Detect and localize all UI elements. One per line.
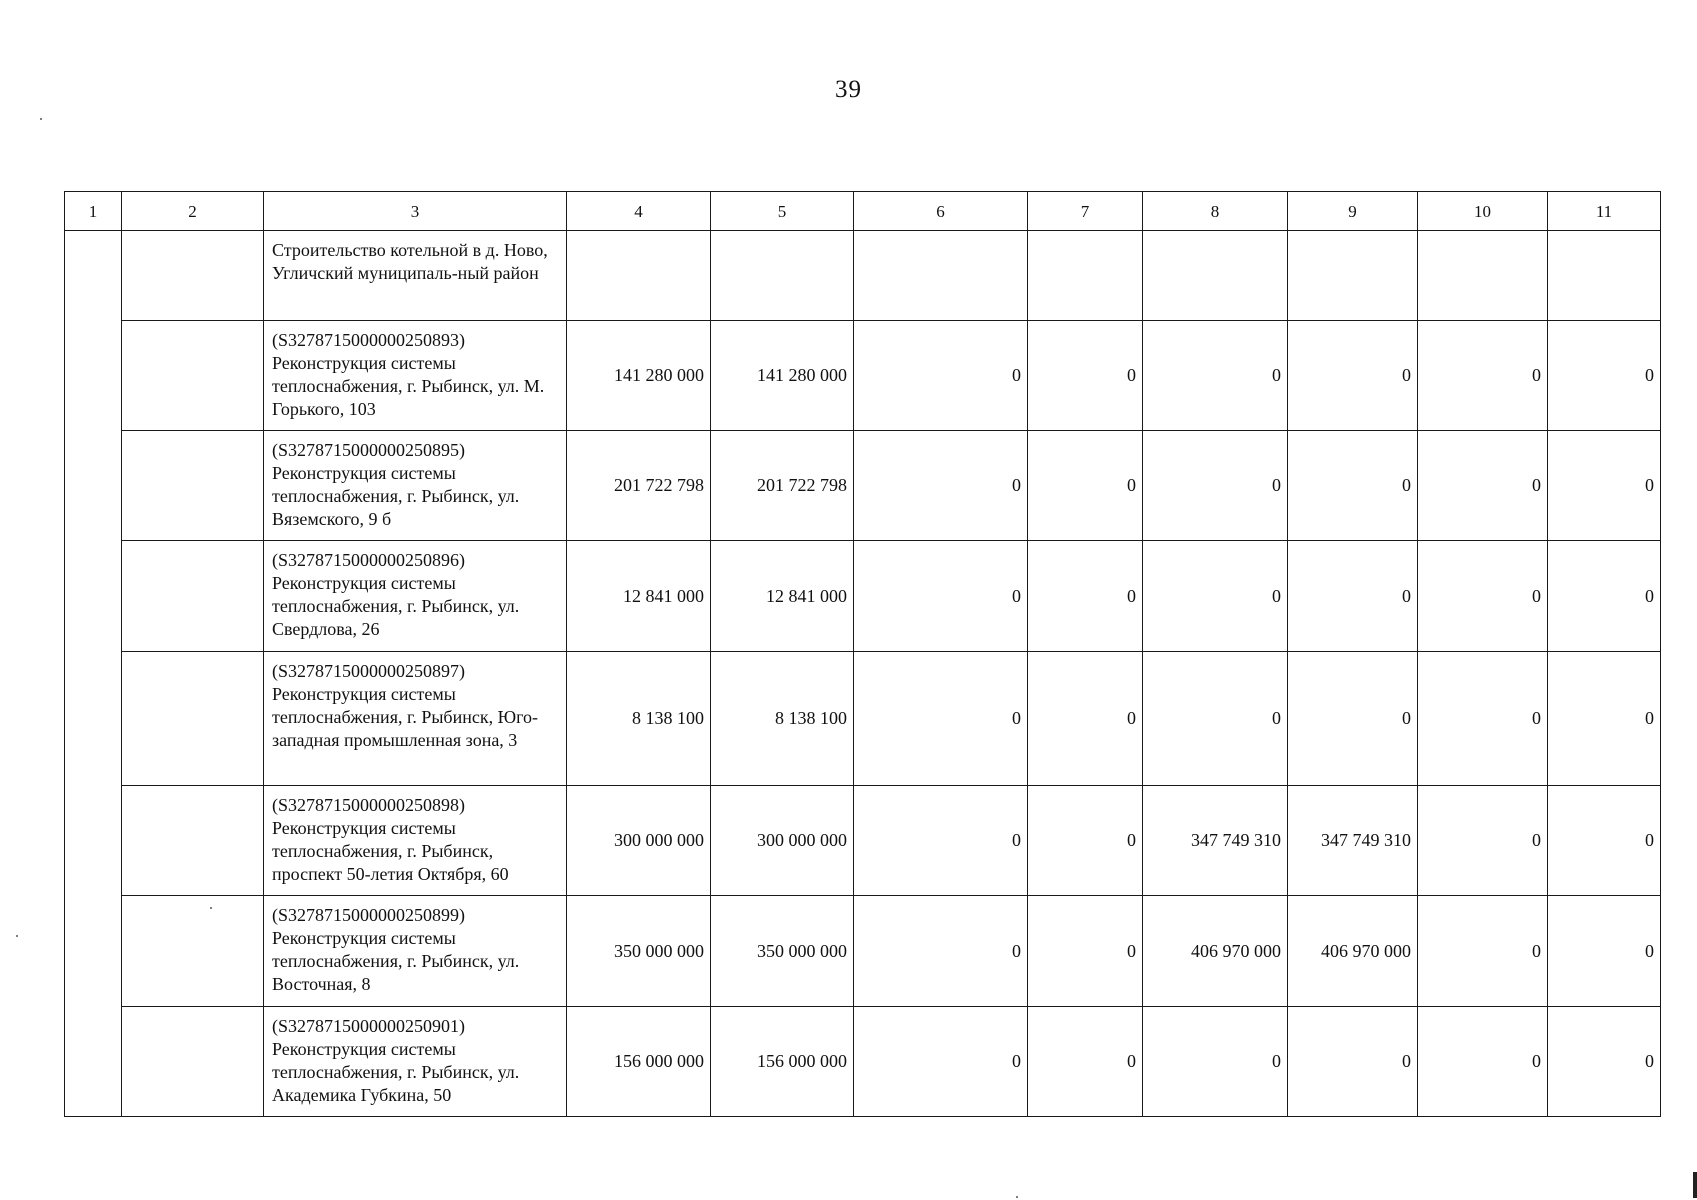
value-cell-9: 347 749 310 [1288, 786, 1418, 896]
value-cell-10: 0 [1418, 1007, 1548, 1117]
value-cell-5: 141 280 000 [711, 321, 854, 431]
value-cell-6: 0 [854, 652, 1028, 786]
scan-speck [16, 935, 18, 937]
value-cell-10: 0 [1418, 786, 1548, 896]
column-header-4: 4 [567, 192, 711, 231]
row-name-cell: (S3278715000000250899) Реконструкция системы теплоснабжения, г. Рыбинск, ул. Восточная, 8 [264, 896, 567, 1007]
value-cell-11: 0 [1548, 541, 1661, 652]
value-cell-9: 406 970 000 [1288, 896, 1418, 1007]
value-cell-10: 0 [1418, 321, 1548, 431]
row-name-cell: Строительство котельной в д. Ново, Угличский муниципаль-ный район [264, 231, 567, 321]
row-name-cell: (S3278715000000250897) Реконструкция системы теплоснабжения, г. Рыбинск, Юго-западная промышленная зона, 3 [264, 652, 567, 786]
column-header-3: 3 [264, 192, 567, 231]
value-cell-9: 0 [1288, 652, 1418, 786]
value-cell-6: 0 [854, 896, 1028, 1007]
page-number: 39 [835, 76, 862, 103]
value-cell-5: 201 722 798 [711, 431, 854, 541]
row-code-cell [122, 321, 264, 431]
value-cell-11 [1548, 231, 1661, 321]
row-name-cell: (S3278715000000250898) Реконструкция системы теплоснабжения, г. Рыбинск, проспект 50-летия Октября, 60 [264, 786, 567, 896]
value-cell-11: 0 [1548, 431, 1661, 541]
value-cell-5: 156 000 000 [711, 1007, 854, 1117]
value-cell-4: 12 841 000 [567, 541, 711, 652]
value-cell-10 [1418, 231, 1548, 321]
row-name-cell: (S3278715000000250896) Реконструкция системы теплоснабжения, г. Рыбинск, ул. Свердлова, 26 [264, 541, 567, 652]
column-header-10: 10 [1418, 192, 1548, 231]
value-cell-8: 406 970 000 [1143, 896, 1288, 1007]
value-cell-7: 0 [1028, 652, 1143, 786]
column-header-11: 11 [1548, 192, 1661, 231]
value-cell-4: 141 280 000 [567, 321, 711, 431]
value-cell-9: 0 [1288, 1007, 1418, 1117]
value-cell-7 [1028, 231, 1143, 321]
column-header-6: 6 [854, 192, 1028, 231]
value-cell-4: 8 138 100 [567, 652, 711, 786]
value-cell-4: 300 000 000 [567, 786, 711, 896]
value-cell-5: 350 000 000 [711, 896, 854, 1007]
value-cell-10: 0 [1418, 896, 1548, 1007]
value-cell-4 [567, 231, 711, 321]
table-row [65, 541, 1661, 652]
table-row [65, 1007, 1661, 1117]
value-cell-4: 350 000 000 [567, 896, 711, 1007]
row-name-cell: (S3278715000000250895) Реконструкция системы теплоснабжения, г. Рыбинск, ул. Вяземского, 9 б [264, 431, 567, 541]
table-row [65, 321, 1661, 431]
value-cell-5: 8 138 100 [711, 652, 854, 786]
value-cell-7: 0 [1028, 431, 1143, 541]
value-cell-6: 0 [854, 1007, 1028, 1117]
row-code-cell [122, 231, 264, 321]
value-cell-11: 0 [1548, 321, 1661, 431]
value-cell-4: 156 000 000 [567, 1007, 711, 1117]
value-cell-8: 0 [1143, 652, 1288, 786]
value-cell-8: 0 [1143, 431, 1288, 541]
value-cell-5 [711, 231, 854, 321]
value-cell-10: 0 [1418, 431, 1548, 541]
column-header-7: 7 [1028, 192, 1143, 231]
row-name-cell: (S3278715000000250901) Реконструкция системы теплоснабжения, г. Рыбинск, ул. Академика Губкина, 50 [264, 1007, 567, 1117]
value-cell-10: 0 [1418, 541, 1548, 652]
value-cell-7: 0 [1028, 321, 1143, 431]
row-code-cell [122, 896, 264, 1007]
row-code-cell [122, 541, 264, 652]
column-header-1: 1 [65, 192, 122, 231]
table-row [65, 231, 1661, 321]
value-cell-11: 0 [1548, 896, 1661, 1007]
column-header-5: 5 [711, 192, 854, 231]
value-cell-7: 0 [1028, 1007, 1143, 1117]
value-cell-11: 0 [1548, 1007, 1661, 1117]
scan-speck [40, 118, 42, 120]
table-row [65, 431, 1661, 541]
value-cell-10: 0 [1418, 652, 1548, 786]
column-header-9: 9 [1288, 192, 1418, 231]
table-row [65, 652, 1661, 786]
value-cell-8: 0 [1143, 321, 1288, 431]
row-code-cell [122, 652, 264, 786]
row-code-cell [122, 1007, 264, 1117]
value-cell-6: 0 [854, 321, 1028, 431]
value-cell-5: 12 841 000 [711, 541, 854, 652]
data-table [64, 191, 1661, 1117]
row-code-cell [122, 431, 264, 541]
scan-speck [210, 907, 212, 909]
column-header-2: 2 [122, 192, 264, 231]
value-cell-5: 300 000 000 [711, 786, 854, 896]
table-row [65, 896, 1661, 1007]
value-cell-6: 0 [854, 431, 1028, 541]
value-cell-9 [1288, 231, 1418, 321]
merged-number-cell [65, 231, 122, 1117]
value-cell-8: 347 749 310 [1143, 786, 1288, 896]
table-row [65, 786, 1661, 896]
value-cell-7: 0 [1028, 786, 1143, 896]
column-header-8: 8 [1143, 192, 1288, 231]
value-cell-6 [854, 231, 1028, 321]
value-cell-7: 0 [1028, 541, 1143, 652]
value-cell-9: 0 [1288, 431, 1418, 541]
scan-speck [1016, 1196, 1018, 1198]
value-cell-6: 0 [854, 541, 1028, 652]
value-cell-8: 0 [1143, 541, 1288, 652]
value-cell-9: 0 [1288, 541, 1418, 652]
value-cell-6: 0 [854, 786, 1028, 896]
value-cell-8 [1143, 231, 1288, 321]
row-name-cell: (S3278715000000250893) Реконструкция системы теплоснабжения, г. Рыбинск, ул. М. Горького, 103 [264, 321, 567, 431]
value-cell-4: 201 722 798 [567, 431, 711, 541]
scan-edge-mark [1693, 1172, 1697, 1198]
value-cell-8: 0 [1143, 1007, 1288, 1117]
header-row [65, 192, 1661, 231]
value-cell-11: 0 [1548, 786, 1661, 896]
row-code-cell [122, 786, 264, 896]
value-cell-11: 0 [1548, 652, 1661, 786]
value-cell-9: 0 [1288, 321, 1418, 431]
value-cell-7: 0 [1028, 896, 1143, 1007]
